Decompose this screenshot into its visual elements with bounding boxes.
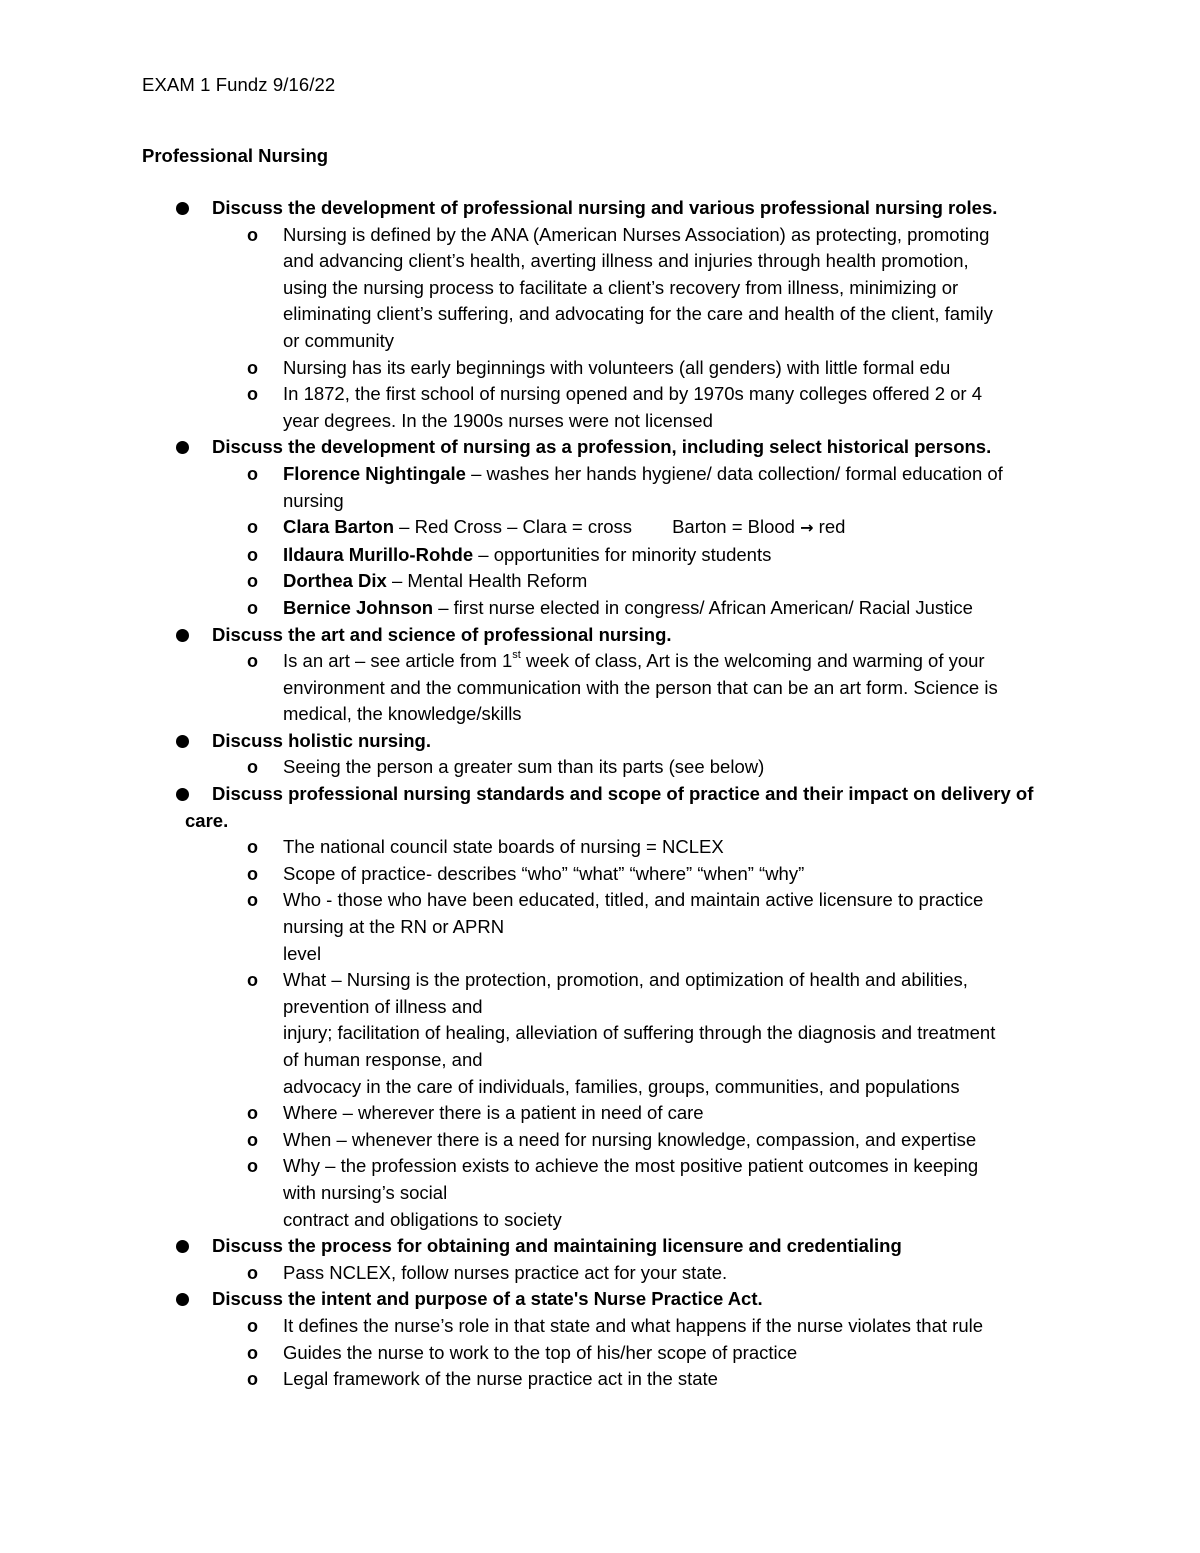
sub-bullet-line: injury; facilitation of healing, alleviation of suffering through the diagnosis and treatment — [283, 1022, 996, 1044]
sub-bullet-marker: o — [247, 571, 258, 592]
sub-bullet-line: eliminating client’s suffering, and advocating for the care and health of the client, family — [283, 303, 993, 325]
sub-bullet-line: The national council state boards of nursing = NCLEX — [283, 836, 724, 858]
sub-bullet-line: Nursing has its early beginnings with volunteers (all genders) with little formal edu — [283, 356, 951, 378]
text-segment: Is an art – see article from 1 — [283, 650, 513, 672]
sub-bullet-item — [0, 381, 1063, 434]
sub-bullet-line: It defines the nurse’s role in that state and what happens if the nurse violates that rule — [283, 1314, 984, 1336]
sub-bullet-line: Scope of practice- describes “who” “what” “where” “when” “why” — [283, 862, 805, 884]
sub-bullet-marker: o — [247, 651, 258, 672]
sub-bullet-item — [0, 834, 1063, 861]
person-name: Bernice Johnson — [283, 596, 434, 618]
sub-bullet-line: When – whenever there is a need for nursing knowledge, compassion, and expertise — [283, 1128, 977, 1150]
sub-bullet-marker: o — [247, 890, 258, 911]
sub-bullet-item — [0, 355, 1063, 382]
sub-bullet-marker: o — [247, 1103, 258, 1124]
sub-bullet-marker: o — [247, 544, 258, 565]
sub-bullet-line — [283, 568, 1063, 595]
topic-heading — [0, 622, 1058, 649]
section-title: Professional Nursing — [142, 145, 329, 166]
sub-bullet-line: contract and obligations to society — [283, 1208, 562, 1230]
sub-bullet-item — [0, 1340, 1063, 1367]
topic-heading-text: Discuss the process for obtaining and maintaining licensure and credentialing — [212, 1235, 902, 1257]
sub-bullet-line: or community — [283, 329, 395, 351]
sub-bullet-marker: o — [247, 757, 258, 778]
sub-bullet-item — [0, 887, 1063, 967]
sub-bullet-item — [0, 542, 1063, 569]
bullet-dot-icon — [176, 629, 189, 642]
sub-bullet-item — [0, 1313, 1063, 1340]
bullet-dot-icon — [176, 1240, 189, 1253]
bullet-dot-icon — [176, 202, 189, 215]
sub-bullet-item — [0, 461, 1063, 514]
person-name: Clara Barton — [283, 516, 395, 538]
document-header: EXAM 1 Fundz 9/16/22 — [142, 74, 336, 95]
sub-bullet-line: with nursing’s social — [283, 1181, 448, 1203]
sub-bullet-item — [0, 861, 1063, 888]
sub-bullet-item — [0, 514, 1063, 542]
sub-bullet-marker: o — [247, 597, 258, 618]
sub-bullet-line: Who - those who have been educated, titled, and maintain active licensure to practice — [283, 889, 984, 911]
sub-bullet-item — [0, 568, 1063, 595]
topic-heading — [0, 728, 1058, 755]
person-name: Dorthea Dix — [283, 570, 387, 592]
topic-heading-text: Discuss the art and science of professional nursing. — [212, 623, 672, 645]
sub-bullet-line — [283, 461, 1063, 488]
sub-bullet-item — [0, 1153, 1063, 1233]
sub-bullet-line: advocacy in the care of individuals, families, groups, communities, and populations — [283, 1075, 960, 1097]
sub-bullet-line: and advancing client’s health, averting illness and injuries through health promotion, — [283, 250, 969, 272]
sub-bullet-marker: o — [247, 1129, 258, 1150]
sub-bullet-line: using the nursing process to facilitate a client’s recovery from illness, minimizing or — [283, 276, 959, 298]
right-arrow-icon: → — [800, 518, 814, 538]
sub-bullet-item — [0, 1366, 1063, 1393]
sub-bullet-line: Pass NCLEX, follow nurses practice act for your state. — [283, 1261, 728, 1283]
sub-bullet-line: year degrees. In the 1900s nurses were not licensed — [283, 409, 713, 431]
sub-bullet-item — [0, 1127, 1063, 1154]
topic-heading-continuation: care. — [185, 809, 229, 831]
sub-bullet-marker: o — [247, 384, 258, 405]
sub-bullet-line — [283, 648, 1063, 675]
person-description-end: red — [813, 516, 846, 538]
person-description: – opportunities for minority students — [473, 543, 772, 565]
sub-bullet-marker: o — [247, 1315, 258, 1336]
bullet-dot-icon — [176, 441, 189, 454]
sub-bullet-line — [283, 514, 1063, 542]
ordinal-suffix: st — [512, 648, 521, 661]
sub-bullet-line: Legal framework of the nurse practice act in the state — [283, 1368, 718, 1390]
topic-heading-text: Discuss professional nursing standards and scope of practice and their impact on delivery of — [212, 783, 1034, 805]
sub-bullet-marker: o — [247, 1369, 258, 1390]
person-description: – washes her hands hygiene/ data collection/ formal education of — [465, 462, 1003, 484]
person-description: – Red Cross – Clara = cross — [394, 516, 633, 538]
sub-bullet-marker: o — [247, 463, 258, 484]
sub-bullet-line: medical, the knowledge/skills — [283, 703, 522, 725]
sub-bullet-marker: o — [247, 1342, 258, 1363]
person-description-extra: Barton = Blood — [672, 516, 801, 538]
sub-bullet-line: Why – the profession exists to achieve the most positive patient outcomes in keeping — [283, 1155, 979, 1177]
topic-list — [0, 195, 1200, 1393]
topic-heading — [0, 195, 1058, 222]
topic-heading — [0, 434, 1058, 461]
sub-bullet-line: Seeing the person a greater sum than its parts (see below) — [283, 756, 765, 778]
topic-heading-text: Discuss the development of professional nursing and various professional nursing roles. — [212, 197, 998, 218]
sub-bullet-item — [0, 595, 1063, 622]
sub-bullet-marker: o — [247, 837, 258, 858]
sub-bullet-item — [0, 1100, 1063, 1127]
sub-bullet-marker: o — [247, 357, 258, 378]
sub-bullet-line: prevention of illness and — [283, 995, 483, 1017]
sub-bullet-line: of human response, and — [283, 1049, 483, 1070]
sub-bullet-marker: o — [247, 224, 258, 245]
sub-bullet-item — [0, 754, 1063, 781]
sub-bullet-line: In 1872, the first school of nursing opened and by 1970s many colleges offered 2 or 4 — [283, 383, 983, 405]
sub-bullet-item — [0, 648, 1063, 728]
sub-bullet-marker: o — [247, 1262, 258, 1283]
sub-bullet-marker: o — [247, 517, 258, 538]
sub-bullet-line: Where – wherever there is a patient in need of care — [283, 1102, 704, 1124]
sub-bullet-item — [0, 967, 1063, 1100]
topic-heading-text: Discuss the development of nursing as a profession, including select historical persons. — [212, 436, 992, 458]
sub-bullet-line: level — [283, 942, 322, 964]
person-name: Florence Nightingale — [283, 462, 466, 484]
person-name: Ildaura Murillo-Rohde — [283, 543, 474, 565]
sub-bullet-marker: o — [247, 970, 258, 991]
topic-heading — [0, 1286, 1058, 1313]
sub-bullet-marker: o — [247, 1156, 258, 1177]
bullet-dot-icon — [176, 1293, 189, 1306]
sub-bullet-item — [0, 222, 1063, 355]
bullet-dot-icon — [176, 735, 189, 748]
sub-bullet-item — [0, 1260, 1063, 1287]
sub-bullet-line: nursing at the RN or APRN — [283, 916, 505, 938]
sub-bullet-line — [283, 542, 1063, 569]
sub-bullet-line — [283, 595, 1063, 622]
topic-heading-text: Discuss the intent and purpose of a state's Nurse Practice Act. — [212, 1288, 763, 1310]
text-segment: week of class, Art is the welcoming and warming of your — [520, 650, 985, 672]
person-description: – first nurse elected in congress/ African American/ Racial Justice — [433, 596, 973, 618]
person-description: – Mental Health Reform — [386, 570, 588, 592]
sub-bullet-line: What – Nursing is the protection, promotion, and optimization of health and abilities, — [283, 969, 968, 991]
bullet-dot-icon — [176, 788, 189, 801]
sub-bullet-line: nursing — [283, 489, 344, 511]
sub-bullet-line: Nursing is defined by the ANA (American Nurses Association) as protecting, promoting — [283, 223, 990, 245]
topic-heading-text: Discuss holistic nursing. — [212, 729, 431, 751]
sub-bullet-marker: o — [247, 863, 258, 884]
sub-bullet-line: Guides the nurse to work to the top of his/her scope of practice — [283, 1341, 798, 1363]
topic-heading — [0, 781, 1058, 808]
topic-heading — [0, 1233, 1058, 1260]
sub-bullet-line: environment and the communication with the person that can be an art form. Science is — [283, 676, 998, 698]
